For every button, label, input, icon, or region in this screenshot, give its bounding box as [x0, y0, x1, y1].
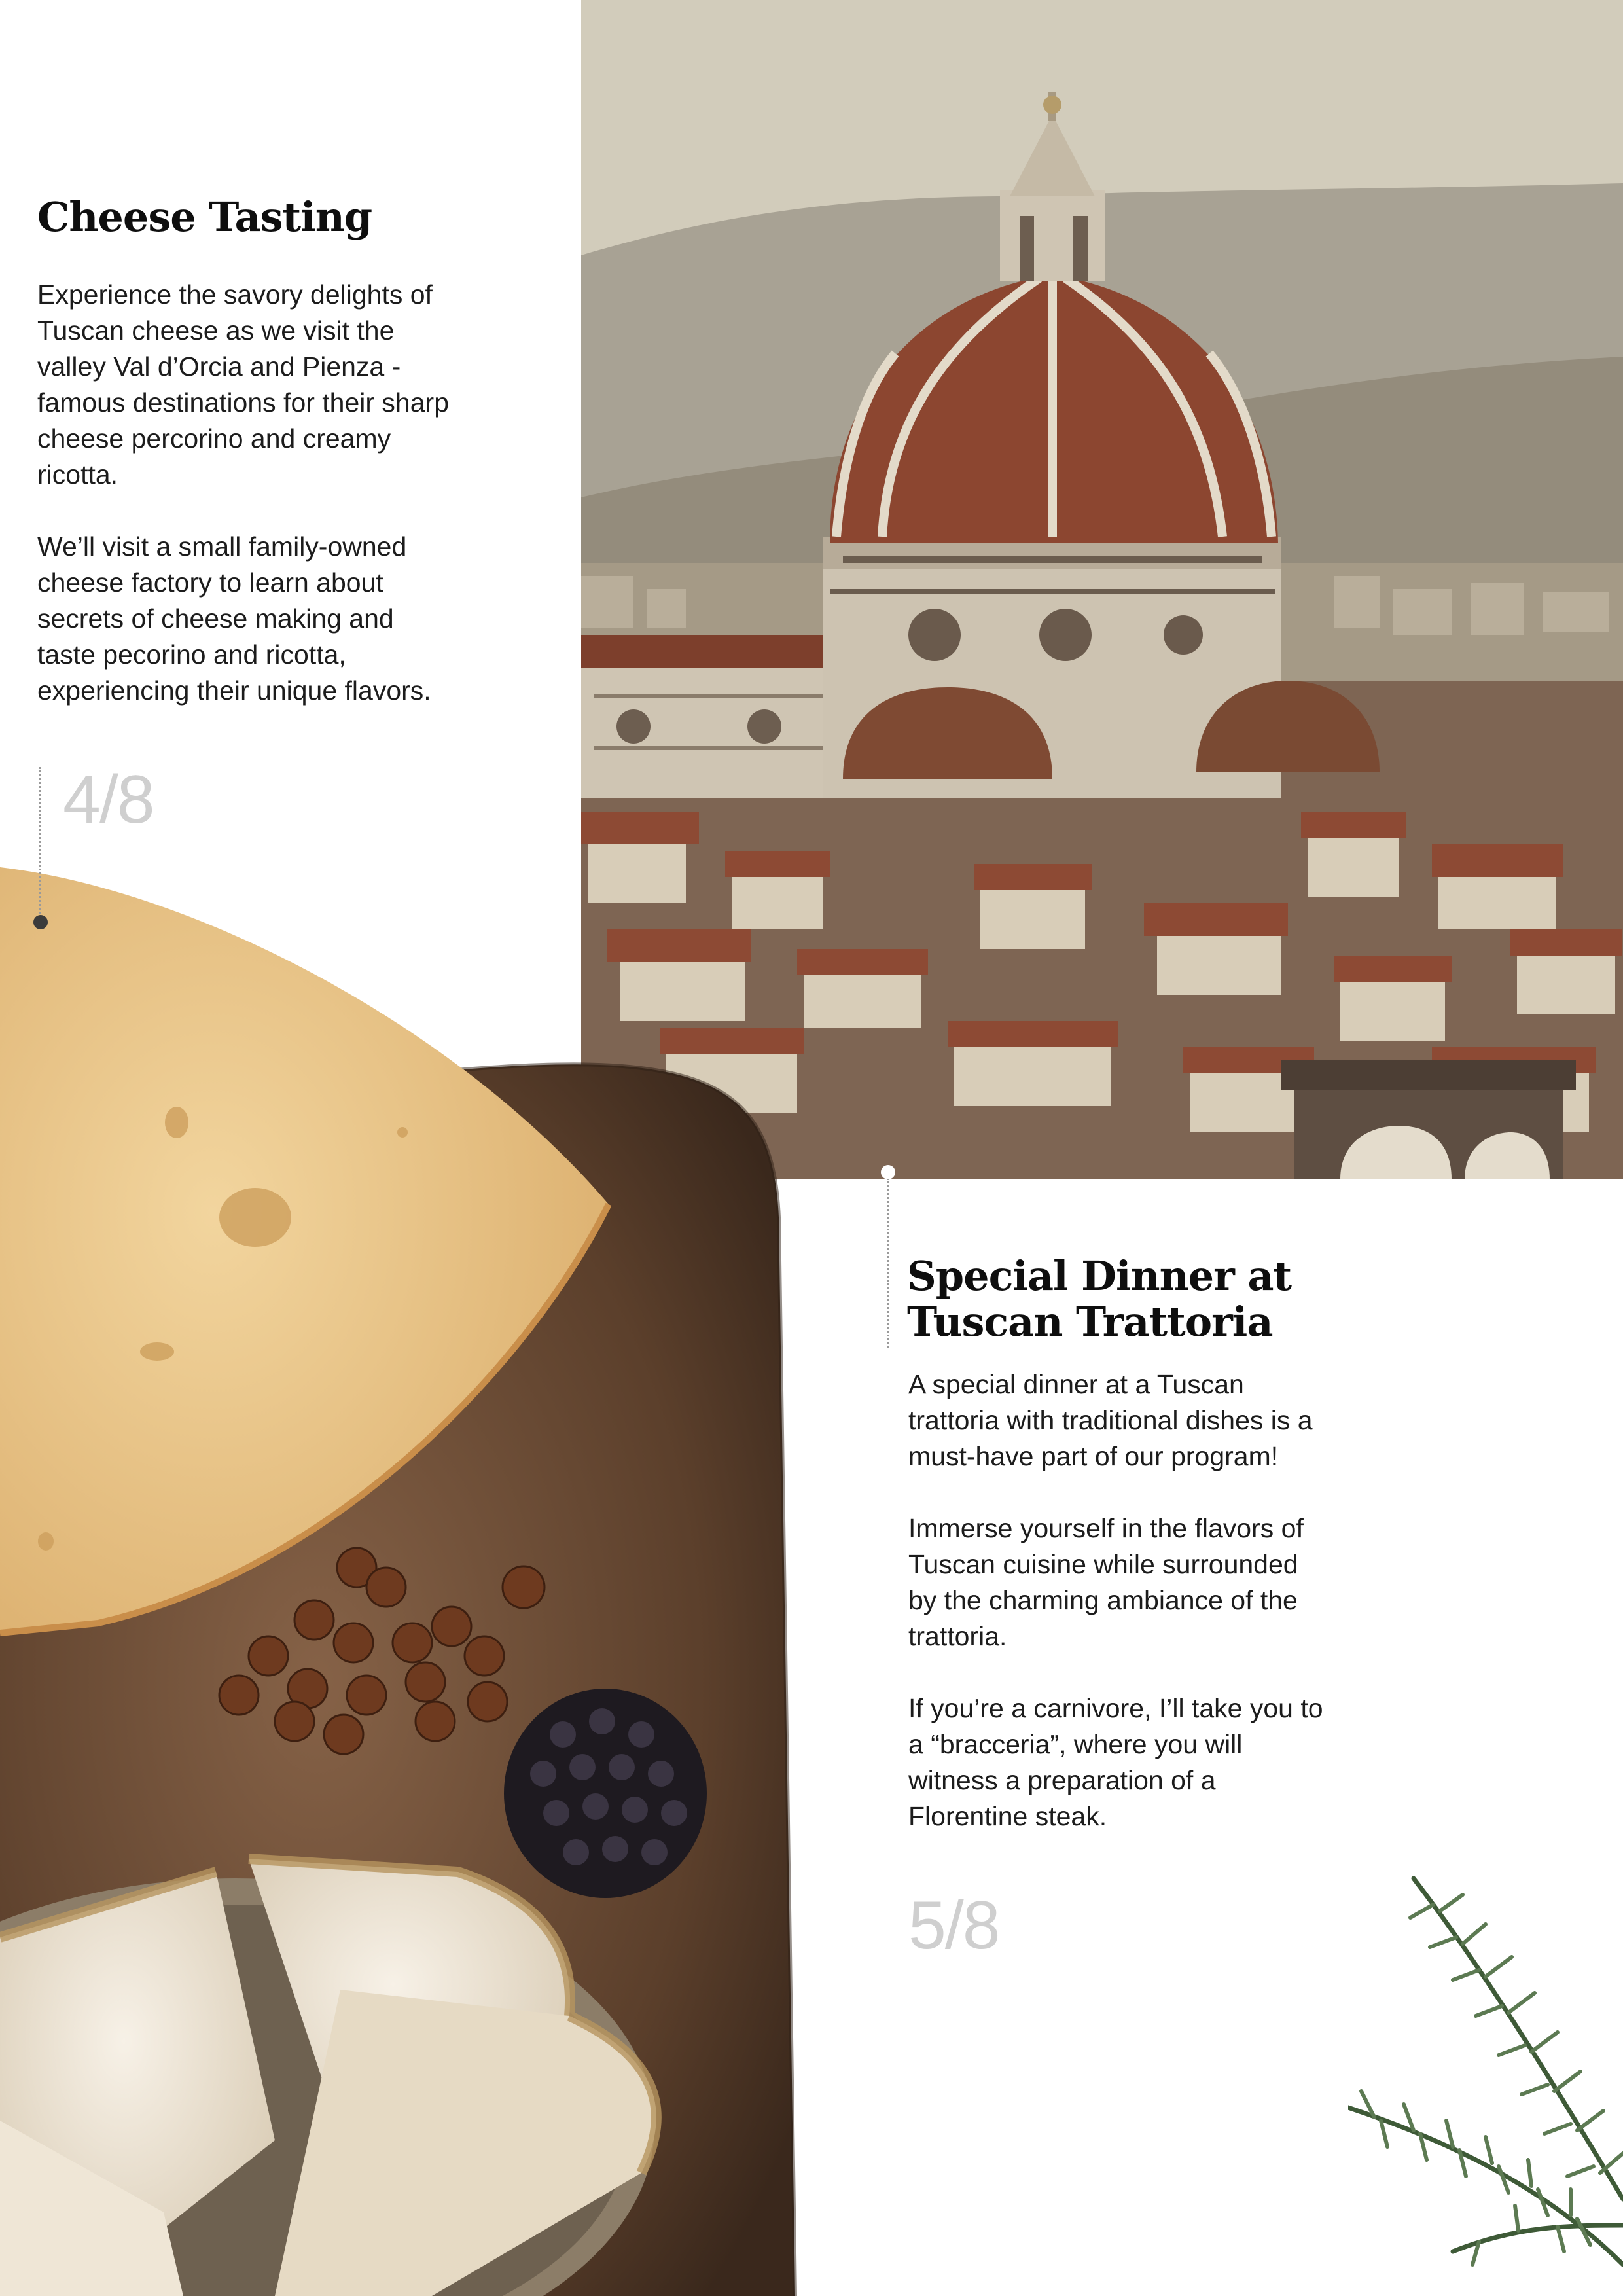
paragraph: We’ll visit a small family-owned cheese factory to learn about secrets of cheese making and taste pecorino and ricotta, experiencing their unique flavors. [37, 531, 431, 706]
page-counter: 5/8 [908, 1888, 999, 1964]
section-title-special-dinner: Special Dinner at Tuscan Trattoria [907, 1252, 1292, 1346]
section-title-cheese-tasting: Cheese Tasting [37, 193, 372, 241]
cheese-board-illustration [0, 864, 812, 2296]
page-counter: 4/8 [63, 762, 154, 838]
rosemary-sprig-illustration [1348, 1859, 1623, 2296]
timeline-dot [33, 915, 48, 929]
timeline-dotted-line [39, 767, 41, 922]
section-body-special-dinner [908, 1367, 1327, 1835]
timeline-dotted-line [887, 1178, 889, 1348]
paragraph: Immerse yourself in the flavors of Tuscan cuisine while surrounded by the charming ambiance of the trattoria. [908, 1513, 1304, 1651]
paragraph: A special dinner at a Tuscan trattoria with traditional dishes is a must-have part of our program! [908, 1369, 1313, 1471]
paragraph: Experience the savory delights of Tuscan cheese as we visit the valley Val d’Orcia and Pienza - famous destinations for their sharp cheese percorino and creamy ricotta. [37, 279, 449, 490]
paragraph: If you’re a carnivore, I’ll take you to a “bracceria”, where you will witness a preparation of a Florentine steak. [908, 1693, 1323, 1831]
cheese-board-photo [0, 864, 812, 2296]
rosemary-sprig-photo [1348, 1859, 1623, 2296]
section-body-cheese-tasting [37, 277, 456, 709]
timeline-dot [881, 1165, 895, 1179]
